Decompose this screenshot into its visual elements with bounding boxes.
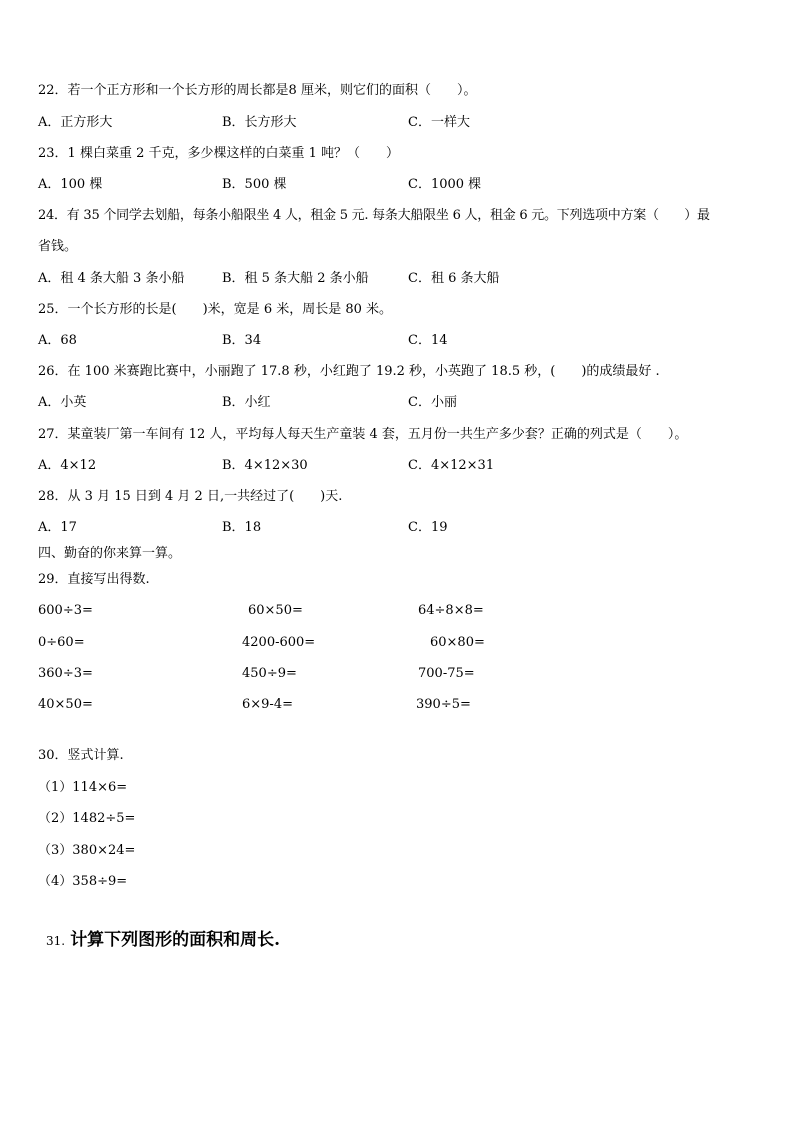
calc-item: 450÷9= xyxy=(242,666,297,681)
question-27-text: 27．某童装厂第一车间有 12 人，平均每人每天生产童装 4 套，五月份一共生产多少套？正确的列式是（ ）。 xyxy=(38,427,688,442)
q27-option-b: B．4×12×30 xyxy=(222,458,308,473)
calc-item: 40×50= xyxy=(38,697,93,712)
q24-option-b: B．租 5 条大船 2 条小船 xyxy=(222,271,369,286)
question-31-number: 31. xyxy=(46,934,66,948)
q28-option-b: B．18 xyxy=(222,520,262,535)
q25-option-c: C．14 xyxy=(408,333,448,348)
calc-item: 64÷8×8= xyxy=(418,603,484,618)
q23-option-c: C．1000 棵 xyxy=(408,177,482,192)
q22-option-c: C．一样大 xyxy=(408,115,470,130)
question-26-text: 26．在 100 米赛跑比赛中，小丽跑了 17.8 秒，小红跑了 19.2 秒，小英跑了 18.5 秒，( )的成绩最好 . xyxy=(38,364,660,379)
q27-option-a: A．4×12 xyxy=(38,458,97,473)
calc-item: 6×9-4= xyxy=(242,697,293,712)
question-24-text: 24．有 35 个同学去划船，每条小船限坐 4 人，租金 5 元. 每条大船限坐 6 人，租金 6 元。下列选项中方案（ ）最 xyxy=(38,208,710,223)
calc-item: 60×50= xyxy=(248,603,303,618)
question-30-title: 30．竖式计算. xyxy=(38,748,124,763)
q28-option-c: C．19 xyxy=(408,520,448,535)
q23-option-b: B．500 棵 xyxy=(222,177,287,192)
question-28-text: 28．从 3 月 15 日到 4 月 2 日,一共经过了( )天. xyxy=(38,489,343,504)
calc-item: 700-75= xyxy=(418,666,475,681)
q22-option-b: B．长方形大 xyxy=(222,115,297,130)
q23-option-a: A．100 棵 xyxy=(38,177,103,192)
q25-option-a: A．68 xyxy=(38,333,77,348)
vertical-calc-item: （3）380×24= xyxy=(38,843,136,858)
vertical-calc-item: （2）1482÷5= xyxy=(38,811,136,826)
question-23-text: 23．1 棵白菜重 2 千克，多少棵这样的白菜重 1 吨？（ ） xyxy=(38,146,400,161)
q26-option-b: B．小红 xyxy=(222,395,271,410)
calc-item: 390÷5= xyxy=(416,697,471,712)
vertical-calc-item: （1）114×6= xyxy=(38,780,128,795)
q25-option-b: B．34 xyxy=(222,333,262,348)
calc-item: 4200-600= xyxy=(242,635,316,650)
q24-option-c: C．租 6 条大船 xyxy=(408,271,500,286)
calc-item: 600÷3= xyxy=(38,603,93,618)
calc-item: 60×80= xyxy=(430,635,485,650)
calc-item: 360÷3= xyxy=(38,666,93,681)
q27-option-c: C．4×12×31 xyxy=(408,458,495,473)
q22-option-a: A．正方形大 xyxy=(38,115,113,130)
question-22-text: 22．若一个正方形和一个长方形的周长都是8 厘米，则它们的面积（ ）。 xyxy=(38,83,477,98)
q26-option-c: C．小丽 xyxy=(408,395,457,410)
question-29-title: 29．直接写出得数. xyxy=(38,572,150,587)
q28-option-a: A．17 xyxy=(38,520,77,535)
vertical-calc-item: （4）358÷9= xyxy=(38,874,128,889)
q26-option-a: A．小英 xyxy=(38,395,87,410)
question-31-text: 计算下列图形的面积和周长. xyxy=(70,930,281,950)
section-heading: 四、勤奋的你来算一算。 xyxy=(38,546,182,561)
calc-item: 0÷60= xyxy=(38,635,85,650)
q24-option-a: A．租 4 条大船 3 条小船 xyxy=(38,271,185,286)
question-25-text: 25．一个长方形的长是( )米，宽是 6 米，周长是 80 米。 xyxy=(38,302,393,317)
question-24-text-cont: 省钱。 xyxy=(38,239,78,254)
question-31 xyxy=(46,928,280,953)
